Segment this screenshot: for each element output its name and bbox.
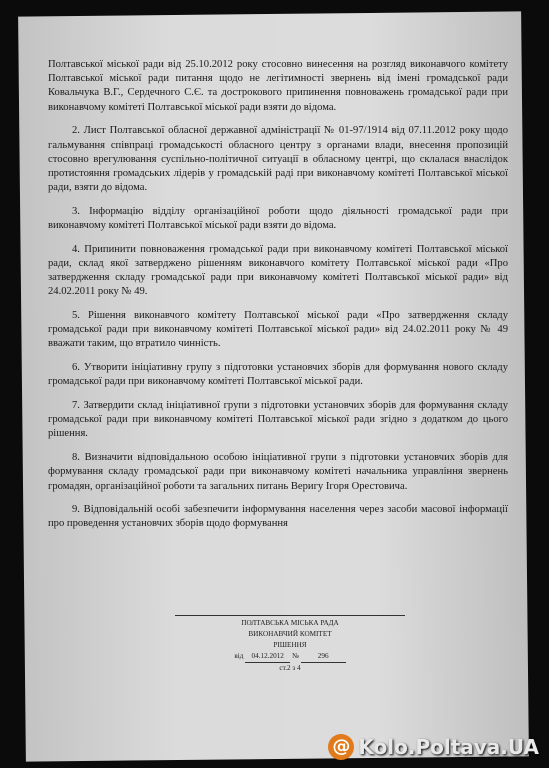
document-footer (140, 615, 440, 674)
paragraph-2: 2. Лист Полтавської обласної державної адміністрації № 01-97/1914 від 07.11.2012 року щодо гальмування співпраці громадськості обласного центру з органами влади, внесення пропозицій стосовно врегулювання суспільно-політичної ситуації в обласному центрі, що склалася внаслідок протистояння громадських лідерів у громадській раді при виконавчому комітеті Полтавської міської ради, взяти до відома. (48, 125, 508, 194)
paragraph-3: 3. Інформацію відділу організаційної роботи щодо діяльності громадської ради при виконавчому комітеті Полтавської міської ради взяти до відома. (48, 205, 508, 232)
footer-decision-label: РІШЕННЯ (273, 641, 307, 649)
paragraph-6: 6. Утворити ініціативну групу з підготовки установчих зборів для формування нового складу громадської ради при виконавчому комітеті Полтавської міської ради. (48, 362, 508, 388)
paragraph-5: 5. Рішення виконавчого комітету Полтавської міської ради «Про затвердження складу громадської ради при виконавчому комітеті Полтавської міської ради» від 24.02.2011 року № 49 вважати таким, що втратило чинність. (48, 310, 508, 350)
paragraph-9: 9. Відповідальній особі забезпечити інформування населення через засоби масової інформації про проведення установчих зборів щодо формування (48, 504, 508, 530)
site-watermark (328, 734, 539, 760)
at-sign-icon: @ (328, 734, 354, 760)
paragraph-4: 4. Припинити повноваження громадської ради при виконавчому комітеті Полтавської міської ради, склад якої затверджено рішенням виконавчого комітету Полтавської міської ради «Про затвердження складу громадської ради при виконавчому комітеті Полтавської міської ради» від 24.02.2011 року № 49. (48, 243, 508, 298)
footer-page: ст.2 з 4 (279, 664, 301, 672)
footer-committee-name: ВИКОНАВЧИЙ КОМІТЕТ (248, 630, 332, 638)
footer-divider (175, 615, 405, 616)
paragraph-8: 8. Визначити відповідальною особою ініціативної групи з підготовки установчих зборів для формування складу громадської ради при виконавчому комітеті начальника управління звернень громадян, організаційної роботи та загальних питань Веригу Ігоря Орестовича. (48, 452, 508, 492)
footer-date-prefix: від (234, 652, 244, 660)
footer-date: 04.12.2012 (245, 651, 290, 663)
footer-number-prefix: № (292, 652, 299, 660)
footer-date-number (140, 651, 440, 663)
paragraph-1: Полтавської міської ради від 25.10.2012 року стосовно винесення на розгляд виконавчого комітету Полтавської міської ради питання щодо не легітимності звернень від імені громадської ради Ковальчука В.Г., Сердечного С.Є. та дострокового припинення повноважень громадської ради при виконавчому комітеті Полтавської міської ради взяти до відома. (48, 59, 508, 113)
watermark-text: Kolo.Poltava.UA (358, 735, 539, 759)
footer-council-name: ПОЛТАВСЬКА МІСЬКА РАДА (241, 619, 339, 627)
footer-number: 296 (301, 651, 346, 663)
document-body (48, 58, 508, 541)
paragraph-7: 7. Затвердити склад ініціативної групи з підготовки установчих зборів для формування складу громадської ради при виконавчому комітеті Полтавської міської ради згідно з додатком до цього рішення. (48, 400, 508, 440)
